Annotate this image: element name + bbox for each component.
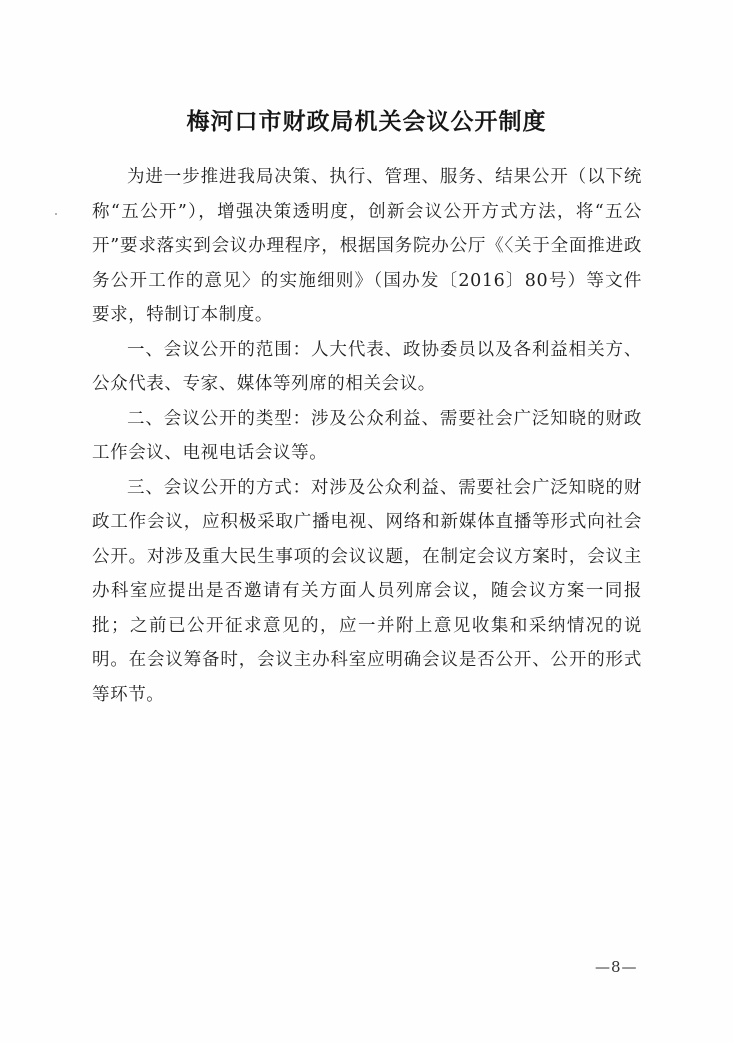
scan-speck [55, 213, 57, 215]
section-scope-paragraph: 一、会议公开的范围：人大代表、政协委员以及各利益相关方、公众代表、专家、媒体等列席的相关会议。 [92, 339, 642, 394]
section-methods-paragraph: 三、会议公开的方式：对涉及公众利益、需要社会广泛知晓的财政工作会议，应积极采取广播电视、网络和新媒体直播等形式向社会公开。对涉及重大民生事项的会议议题，在制定会议方案时，会议主办科室应提出是否邀请有关方面人员列席会议，随会议方案一同报批；之前已公开征求意见的，应一并附上意见收集和采纳情况的说明。在会议筹备时，会议主办科室应明确会议是否公开、公开的形式等环节。 [92, 477, 642, 705]
section-types-paragraph: 二、会议公开的类型：涉及公众利益、需要社会广泛知晓的财政工作会议、电视电话会议等。 [92, 408, 642, 463]
intro-paragraph: 为进一步推进我局决策、执行、管理、服务、结果公开（以下统称“五公开”），增强决策透明度，创新会议公开方式方法，将“五公开”要求落实到会议办理程序，根据国务院办公厅《〈关于全面推进政务公开工作的意见〉的实施细则》（国办发〔2016〕80号）等文件要求，特制订本制度。 [92, 167, 642, 325]
page-number: —8— [595, 958, 638, 976]
document-body [92, 160, 642, 712]
document-title: 梅河口市财政局机关会议公开制度 [186, 109, 547, 136]
